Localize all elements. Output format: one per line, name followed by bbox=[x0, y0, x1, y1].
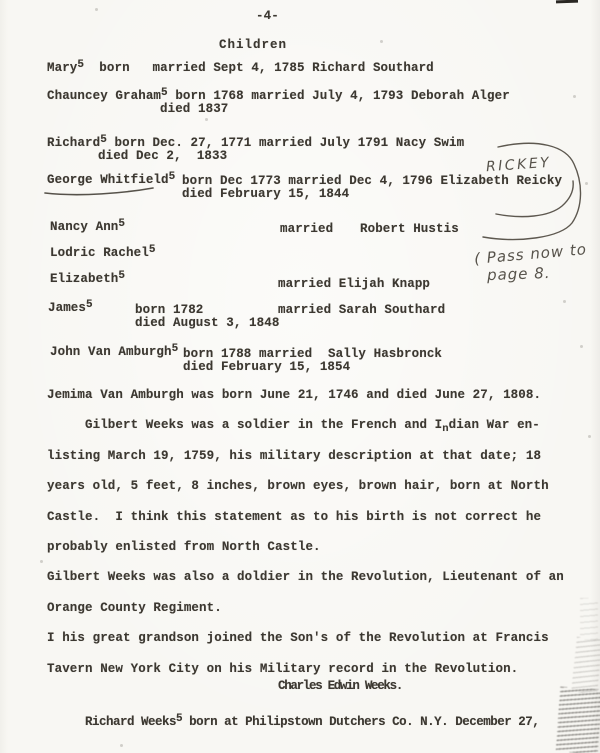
child-row-george-died: died February 15, 1844 bbox=[182, 187, 350, 201]
generation-superscript: 5 bbox=[176, 713, 183, 725]
child-row-elizabeth-married: married Elijah Knapp bbox=[278, 277, 431, 291]
child-row-mary: Mary5 born married Sept 4, 1785 Richard Southard bbox=[47, 59, 434, 75]
section-heading: Children bbox=[219, 38, 288, 52]
generation-superscript: 5 bbox=[171, 343, 179, 355]
generation-superscript: 5 bbox=[148, 244, 156, 256]
child-row-richard-died: died Dec 2, 1833 bbox=[98, 149, 228, 163]
child-row-james-married: married Sarah Southard bbox=[278, 303, 446, 317]
handwritten-rickey-note: RICKEY bbox=[485, 154, 552, 176]
child-row-chauncey-died: died 1837 bbox=[160, 102, 229, 116]
scan-speck bbox=[585, 182, 588, 185]
generation-superscript: 5 bbox=[77, 59, 85, 71]
paragraph-gilbert-line1: Gilbert Weeks was a soldier in the French and $I_ndian$ War en- bbox=[85, 418, 540, 435]
scan-speck bbox=[40, 560, 43, 563]
child-row-richard: Richard5 born Dec. 27, 1771 married July 1791 Nacy Swim bbox=[47, 134, 465, 150]
child-row-nancy-name: Nancy Ann5 bbox=[50, 218, 126, 234]
scan-edge-mark bbox=[556, 0, 578, 3]
paragraph-line: listing March 19, 1759, his military description at that date; 18 bbox=[47, 449, 542, 463]
child-row-nancy-spouse: Robert Hustis bbox=[360, 222, 459, 236]
generation-superscript: 5 bbox=[100, 134, 107, 146]
paragraph-line: Castle. I think this statement as to his birth is not correct he bbox=[47, 510, 542, 524]
scan-speck bbox=[588, 435, 591, 438]
scan-speck bbox=[120, 744, 123, 747]
paragraph-line: Gilbert Weeks was also a doldier in the Revolution, Lieutenant of an bbox=[47, 570, 564, 584]
child-row-george-detail: born Dec 1773 married Dec 4, 1796 Elizabeth Reicky bbox=[182, 174, 563, 188]
scan-speck bbox=[205, 118, 208, 121]
scan-speck bbox=[95, 8, 98, 11]
handwritten-pass-note-line1: ( Pass now to bbox=[473, 240, 588, 268]
scan-speck bbox=[573, 95, 576, 98]
child-row-john-died: died February 15, 1854 bbox=[183, 360, 351, 374]
subscript-n: n bbox=[442, 423, 449, 435]
scan-smudge-right bbox=[571, 637, 600, 694]
child-row-james-died: died August 3, 1848 bbox=[135, 316, 280, 330]
child-row-nancy-married: married bbox=[280, 222, 334, 236]
paragraph-line: I his great grandson joined the Son's of the Revolution at Francis bbox=[47, 631, 549, 645]
george-whitfield-underline bbox=[45, 188, 153, 195]
generation-superscript: 5 bbox=[168, 171, 176, 183]
paragraph-line: years old, 5 feet, 8 inches, brown eyes, brown hair, born at North bbox=[47, 479, 549, 493]
paragraph-line: Orange County Regiment. bbox=[47, 601, 222, 615]
handwritten-pass-note-line2: page 8. bbox=[486, 263, 551, 285]
richard-weeks-line: Richard Weeks5 born at Philipstown Dutchers Co. N.Y. December 27, bbox=[85, 713, 540, 729]
paragraph-jemima: Jemima Van Amburgh was born June 21, 1746 and died June 27, 1808. bbox=[47, 388, 542, 402]
child-row-chauncey: Chauncey Graham5 born 1768 married July 4, 1793 Deborah Alger bbox=[47, 87, 510, 103]
signature-line: Charles Edwin Weeks. bbox=[278, 679, 403, 693]
child-row-lodric: Lodric Rachel5 bbox=[50, 244, 156, 260]
child-row-george-name: George Whitfield5 bbox=[47, 171, 176, 187]
child-row-james-name: James5 bbox=[48, 299, 93, 315]
paragraph-line: Tavern New York City on his Military record in the Revolution. bbox=[47, 662, 519, 676]
scan-smudge-right-faint bbox=[580, 598, 598, 640]
generation-superscript: 5 bbox=[86, 299, 93, 311]
child-row-john-born: born 1788 married bbox=[183, 347, 313, 361]
child-row-elizabeth-name: Elizabeth5 bbox=[50, 270, 126, 286]
scan-speck bbox=[563, 300, 566, 303]
paragraph-line: probably enlisted from North Castle. bbox=[47, 540, 321, 554]
generation-superscript: 5 bbox=[118, 270, 126, 282]
child-row-james-born: born 1782 bbox=[135, 303, 204, 317]
generation-superscript: 5 bbox=[118, 218, 126, 230]
child-row-john-name: John Van Amburgh5 bbox=[50, 343, 179, 359]
child-row-john-spouse: Sally Hasbronck bbox=[328, 347, 443, 361]
scan-speck bbox=[580, 345, 583, 348]
scan-speck bbox=[380, 40, 383, 43]
generation-superscript: 5 bbox=[161, 87, 168, 99]
scan-smudge-bottom-right bbox=[556, 687, 600, 753]
page-number: -4- bbox=[256, 9, 279, 23]
